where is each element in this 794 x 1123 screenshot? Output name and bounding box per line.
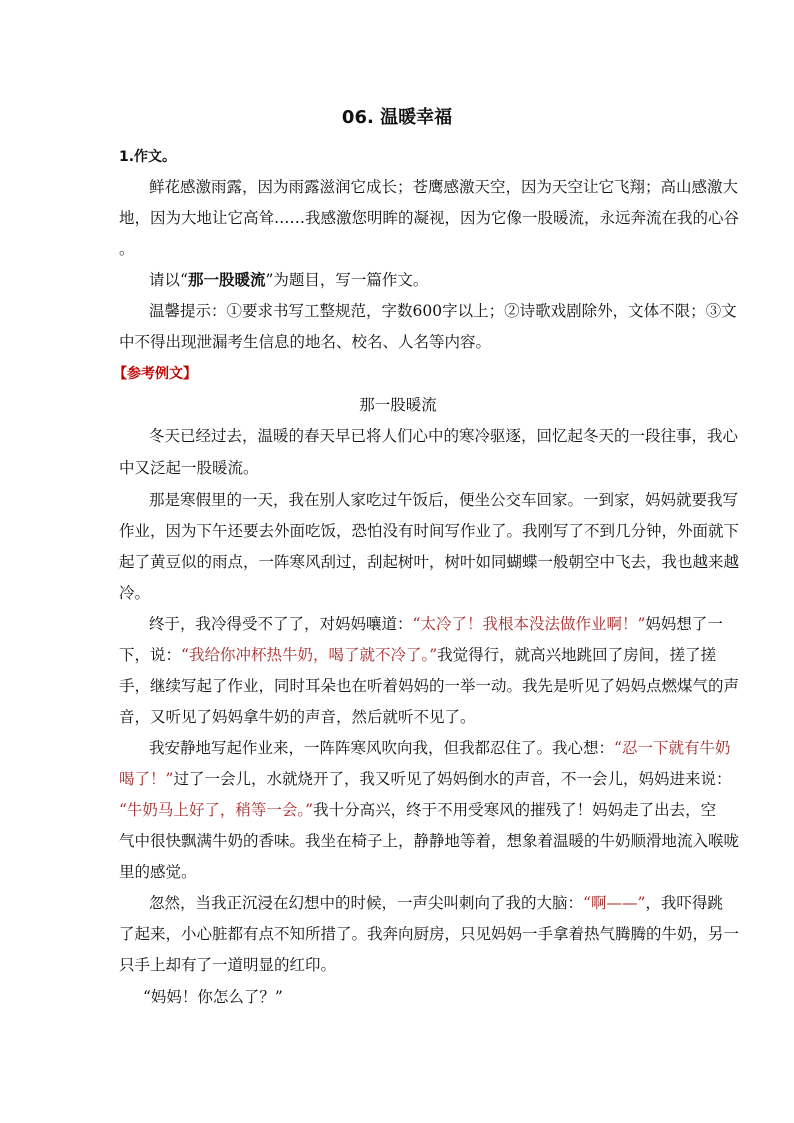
- instruction-post: ”为题目，写一篇作文。: [265, 271, 429, 289]
- instruction-line: [119, 270, 677, 290]
- tips-text-1: 温馨提示：①要求书写工整规范，字数600字以上；②诗歌戏剧除外，文体不限；③文: [149, 302, 737, 320]
- p5-line-3: [119, 955, 677, 975]
- p4-text-2b: 过了一会儿，水就烧开了，我又听见了妈妈倒水的声音，不一会儿，妈妈进来说：: [173, 770, 732, 788]
- p5-text-2: 了起来，小心脏都有点不知所措了。我奔向厨房，只见妈妈一手拿着热气腾腾的牛奶，另一: [119, 925, 740, 943]
- p5-text-1b: ，我吓得跳: [645, 894, 723, 912]
- p2-line-2: [119, 521, 740, 541]
- p4-quote-1: “忍一下就有牛奶: [614, 739, 731, 757]
- p5-line-2: [119, 924, 740, 944]
- prompt-line-3: [119, 239, 677, 259]
- p4-line-5: [119, 862, 677, 882]
- p3-text-2b: 我觉得行，就高兴地跳回了房间，搓了搓: [437, 646, 717, 664]
- tips-line-2: [119, 332, 677, 352]
- p3-quote-1: “太冷了！我根本没法做作业啊！”: [412, 615, 646, 633]
- p4-text-5: 里的感觉。: [119, 863, 197, 881]
- instruction-pre: 请以“: [149, 271, 188, 289]
- p6-line-1: [119, 987, 677, 1007]
- p4-line-3: [119, 800, 717, 820]
- prompt-text-2: 地，因为大地让它高耸……我感激您明眸的凝视，因为它像一股暖流，永远奔流在我的心谷: [119, 209, 740, 227]
- p4-line-2: [119, 769, 732, 789]
- tips-line-1: [119, 301, 737, 321]
- prompt-line-1: [119, 177, 739, 197]
- instruction-title: 那一股暖流: [187, 270, 266, 289]
- p4-quote-2: 喝了！”: [119, 770, 174, 788]
- question-label: [119, 146, 677, 167]
- page-title: 06. 温暖幸福: [341, 107, 453, 128]
- p3-line-3: [119, 676, 740, 696]
- p2-text-3: 起了黄豆似的雨点，一阵寒风刮过，刮起树叶，树叶如同蝴蝶一般朝空中飞去，我也越来越: [119, 553, 740, 571]
- p3-line-1: [119, 614, 723, 634]
- p5-text-1a: 忽然，当我正沉浸在幻想中的时候，一声尖叫刺向了我的大脑：: [149, 894, 584, 912]
- p2-text-1: 那是寒假里的一天，我在别人家吃过午饭后，便坐公交车回家。一到家，妈妈就要我写: [149, 491, 739, 509]
- p2-line-3: [119, 552, 740, 572]
- p4-text-1a: 我安静地写起作业来，一阵阵寒风吹向我，但我都忍住了。我心想：: [149, 739, 615, 757]
- p6-text: “妈妈！你怎么了？”: [143, 988, 283, 1006]
- p3-line-4: [119, 707, 677, 727]
- p4-text-4: 气中很快飘满牛奶的香味。我坐在椅子上，静静地等着，想象着温暖的牛奶顺滑地流入喉咙: [119, 832, 740, 850]
- p4-quote-3: “牛奶马上好了，稍等一会。”: [119, 801, 314, 819]
- p4-line-1: [119, 738, 731, 758]
- p1-text-1: 冬天已经过去，温暖的春天早已将人们心中的寒冷驱逐，回忆起冬天的一段往事，我心: [149, 427, 739, 445]
- p2-line-4: [119, 583, 677, 603]
- p2-line-1: [119, 490, 739, 510]
- p5-text-3: 只手上却有了一道明显的红印。: [119, 956, 337, 974]
- p3-line-2: [119, 645, 717, 665]
- p3-text-2a: 下，说：: [119, 646, 182, 664]
- p4-text-3b: 我十分高兴，终于不用受寒风的摧残了！妈妈走了出去，空: [313, 801, 717, 819]
- p3-quote-2: “我给你冲杯热牛奶，喝了就不冷了。”: [181, 646, 438, 664]
- tips-text-2: 中不得出现泄漏考生信息的地名、校名、人名等内容。: [119, 333, 492, 351]
- prompt-text-1: 鲜花感激雨露，因为雨露滋润它成长；苍鹰感激天空，因为天空让它飞翔；高山感激大: [149, 178, 739, 196]
- reference-heading-text: 【参考例文】: [113, 366, 197, 382]
- p3-text-4: 音，又听见了妈妈拿牛奶的声音，然后就听不见了。: [119, 708, 476, 726]
- prompt-line-2: [119, 208, 740, 228]
- p2-text-4: 冷。: [119, 584, 151, 602]
- p5-quote-1: “啊——”: [583, 894, 646, 912]
- p1-text-2: 中又泛起一股暖流。: [119, 459, 259, 477]
- p1-line-1: [119, 426, 739, 446]
- p3-text-1b: 妈妈想了一: [645, 615, 723, 633]
- p5-line-1: [119, 893, 723, 913]
- p3-text-3: 手，继续写起了作业，同时耳朵也在听着妈妈的一举一动。我先是听见了妈妈点燃煤气的声: [119, 677, 740, 695]
- p4-line-4: [119, 831, 740, 851]
- question-label-text: 1.作文。: [119, 149, 177, 165]
- prompt-text-3: 。: [119, 240, 135, 258]
- p1-line-2: [119, 458, 677, 478]
- p2-text-2: 作业，因为下午还要去外面吃饭，恐怕没有时间写作业了。我刚写了不到几分钟，外面就下: [119, 522, 740, 540]
- reference-heading: [113, 363, 671, 384]
- essay-title: 那一股暖流: [359, 396, 437, 414]
- p3-text-1a: 终于，我冷得受不了了，对妈妈嚷道：: [149, 615, 413, 633]
